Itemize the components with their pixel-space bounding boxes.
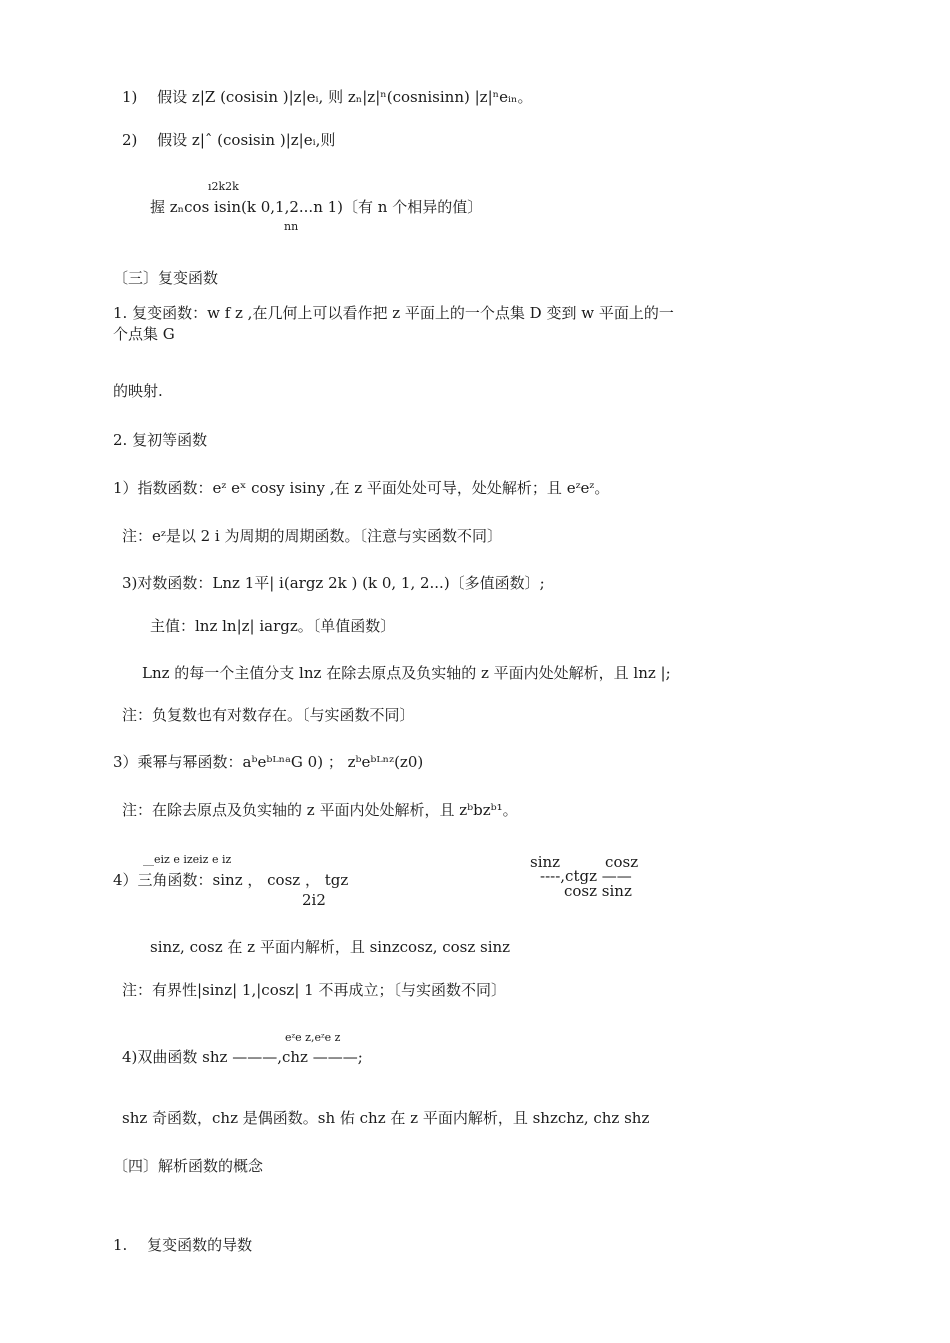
note-trig-boundedness: 注：有界性|sinz| 1,|cosz| 1 不再成立；〔与实函数不同〕	[122, 981, 506, 999]
power-function: 3）乘幂与幂函数：aᵇeᵇᴸⁿᵃG 0) ； zᵇeᵇᴸⁿᶻ(z0)	[113, 753, 424, 771]
note-logarithm: 注：负复数也有对数存在。〔与实函数不同〕	[122, 706, 415, 724]
complex-function-def: 1. 复变函数：w f z ,在几何上可以看作把 z 平面上的一个点集 D 变到 w 平面上的一	[113, 304, 674, 322]
assume-z-line-2: 2) 假设 z|ˆ (cosisin )|z|eᵢ,则	[122, 131, 336, 149]
trig-right-numerators: sinz cosz	[530, 853, 639, 871]
exponential-function: 1）指数函数：eᶻ eˣ cosy isiny ,在 z 平面处处可导，处处解析；且 eᶻeᶻ。	[113, 479, 610, 497]
logarithm-function: 3)对数函数：Lnz 1平| i(argz 2k ) (k 0, 1, 2...)〔多值函数〕;	[122, 574, 545, 592]
root-formula-numerator: ı2k2k	[208, 180, 239, 193]
assume-z-line-1: 1) 假设 z|Z (cosisin )|z|eᵢ, 则 zₙ|z|ⁿ(cosnisinn) |z|ⁿeᵢₙ。	[122, 88, 533, 106]
hyperbolic-functions: 4)双曲函数 shz ———,chz ———;	[122, 1048, 363, 1066]
hyperbolic-description: shz 奇函数，chz 是偶函数。sh 佑 chz 在 z 平面内解析，且 shzchz, chz shz	[122, 1109, 650, 1127]
note-exponential: 注：eᶻ是以 2 i 为周期的周期函数。〔注意与实函数不同〕	[122, 527, 502, 545]
trig-denominators: 2i2	[302, 891, 326, 909]
lnz-description: Lnz 的每一个主值分支 lnz 在除去原点及负实轴的 z 平面内处处解析，且 lnz |;	[142, 664, 671, 682]
trig-functions: 4）三角函数：sinz ， cosz ， tgz	[113, 871, 349, 889]
root-formula-denominator: nn	[284, 220, 299, 233]
trig-numerators: __eiz e izeiz e iz	[143, 853, 232, 866]
section-4-heading: 〔四〕解析函数的概念	[113, 1157, 264, 1175]
hyperbolic-numerators: eᶻe z,eᶻe z	[285, 1031, 341, 1044]
root-formula: 握 zₙcos isin(k 0,1,2...n 1)〔有 n 个相异的值〕	[150, 198, 483, 216]
complex-function-def-cont: 个点集 G	[113, 325, 175, 343]
complex-derivative-heading: 1. 复变函数的导数	[113, 1236, 253, 1254]
trig-analytic-description: sinz, cosz 在 z 平面内解析，且 sinzcosz, cosz sinz	[150, 938, 511, 956]
elementary-functions-heading: 2. 复初等函数	[113, 431, 208, 449]
complex-function-def-end: 的映射.	[113, 382, 163, 400]
trig-right-denominators: cosz sinz	[564, 882, 632, 900]
principal-value: 主值：lnz ln|z| iargz。〔单值函数〕	[150, 617, 396, 635]
section-3-heading: 〔三〕复变函数	[113, 269, 219, 287]
trig-right-fraction: ----,ctgz ——	[540, 867, 632, 885]
note-power: 注：在除去原点及负实轴的 z 平面内处处解析，且 zᵇbzᵇ¹。	[122, 801, 518, 819]
